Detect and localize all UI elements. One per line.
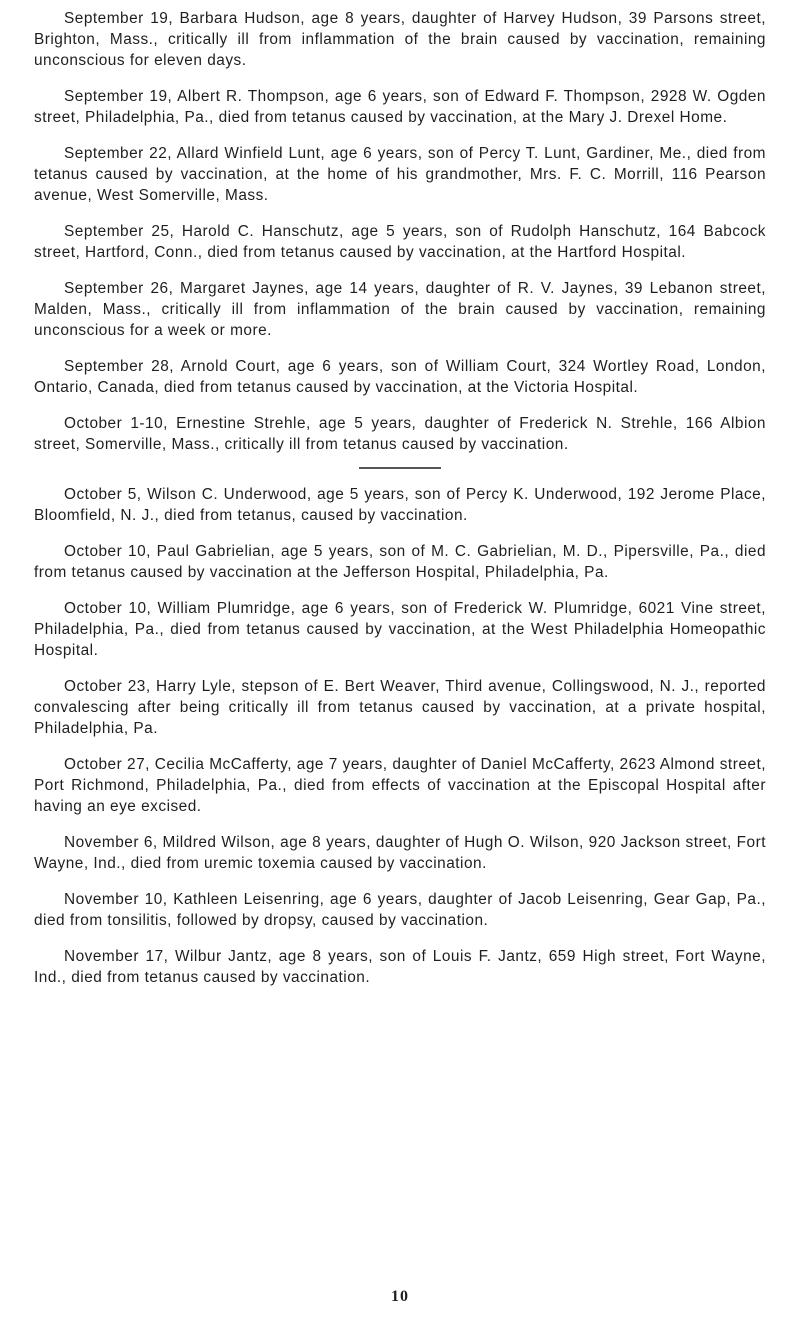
entry-albert-thompson: September 19, Albert R. Thompson, age 6 years, son of Edward F. Thompson, 2928 W. Ogden street, Philadelphia, Pa., died from tetanus caused by vaccination, at the Mary J. Drexel Home. bbox=[34, 88, 766, 126]
entry-mildred-wilson: November 6, Mildred Wilson, age 8 years, daughter of Hugh O. Wilson, 920 Jackson street, Fort Wayne, Ind., died from uremic toxemia caused by vaccination. bbox=[34, 834, 766, 872]
page-number: 10 bbox=[391, 1288, 409, 1305]
entry-william-plumridge: October 10, William Plumridge, age 6 years, son of Frederick W. Plumridge, 6021 Vine street, Philadelphia, Pa., died from tetanus caused by vaccination, at the West Philadelphia Homeopathic Hospital. bbox=[34, 600, 766, 659]
entry-barbara-hudson: September 19, Barbara Hudson, age 8 years, daughter of Harvey Hudson, 39 Parsons street, Brighton, Mass., critically ill from inflammation of the brain caused by vaccination, remaining unconscious for eleven days. bbox=[34, 10, 766, 69]
entry-wilbur-jantz: November 17, Wilbur Jantz, age 8 years, son of Louis F. Jantz, 659 High street, Fort Wayne, Ind., died from tetanus caused by vaccination. bbox=[34, 948, 766, 986]
entry-cecilia-mccafferty: October 27, Cecilia McCafferty, age 7 years, daughter of Daniel McCafferty, 2623 Almond street, Port Richmond, Philadelphia, Pa., died from effects of vaccination at the Episcopal Hospital after having an eye excised. bbox=[34, 756, 766, 815]
entry-allard-lunt: September 22, Allard Winfield Lunt, age 6 years, son of Percy T. Lunt, Gardiner, Me., died from tetanus caused by vaccination, at the home of his grandmother, Mrs. F. C. Morrill, 116 Pearson avenue, West Somerville, Mass. bbox=[34, 145, 766, 204]
entry-margaret-jaynes: September 26, Margaret Jaynes, age 14 years, daughter of R. V. Jaynes, 39 Lebanon street, Malden, Mass., critically ill from inflammation of the brain caused by vaccination, remaining unconscious for a week or more. bbox=[34, 280, 766, 339]
entry-kathleen-leisenring: November 10, Kathleen Leisenring, age 6 years, daughter of Jacob Leisenring, Gear Gap, Pa., died from tonsilitis, followed by dropsy, caused by vaccination. bbox=[34, 891, 766, 929]
entry-harold-hanschutz: September 25, Harold C. Hanschutz, age 5 years, son of Rudolph Hanschutz, 164 Babcock street, Hartford, Conn., died from tetanus caused by vaccination, at the Hartford Hospital. bbox=[34, 223, 766, 261]
section-divider bbox=[359, 467, 441, 469]
entry-ernestine-strehle: October 1-10, Ernestine Strehle, age 5 years, daughter of Frederick N. Strehle, 166 Albion street, Somerville, Mass., critically ill from tetanus caused by vaccination. bbox=[34, 415, 766, 453]
entry-paul-gabrielian: October 10, Paul Gabrielian, age 5 years, son of M. C. Gabrielian, M. D., Pipersville, Pa., died from tetanus caused by vaccination at the Jefferson Hospital, Philadelphia, Pa. bbox=[34, 543, 766, 581]
entry-wilson-underwood: October 5, Wilson C. Underwood, age 5 years, son of Percy K. Underwood, 192 Jerome Place, Bloomfield, N. J., died from tetanus, caused by vaccination. bbox=[34, 486, 766, 524]
entry-arnold-court: September 28, Arnold Court, age 6 years, son of William Court, 324 Wortley Road, London, Ontario, Canada, died from tetanus caused by vaccination, at the Victoria Hospital. bbox=[34, 358, 766, 396]
entry-harry-lyle: October 23, Harry Lyle, stepson of E. Bert Weaver, Third avenue, Collingswood, N. J., reported convalescing after being critically ill from tetanus caused by vaccination, at a private hospital, Philadelphia, Pa. bbox=[34, 678, 766, 737]
